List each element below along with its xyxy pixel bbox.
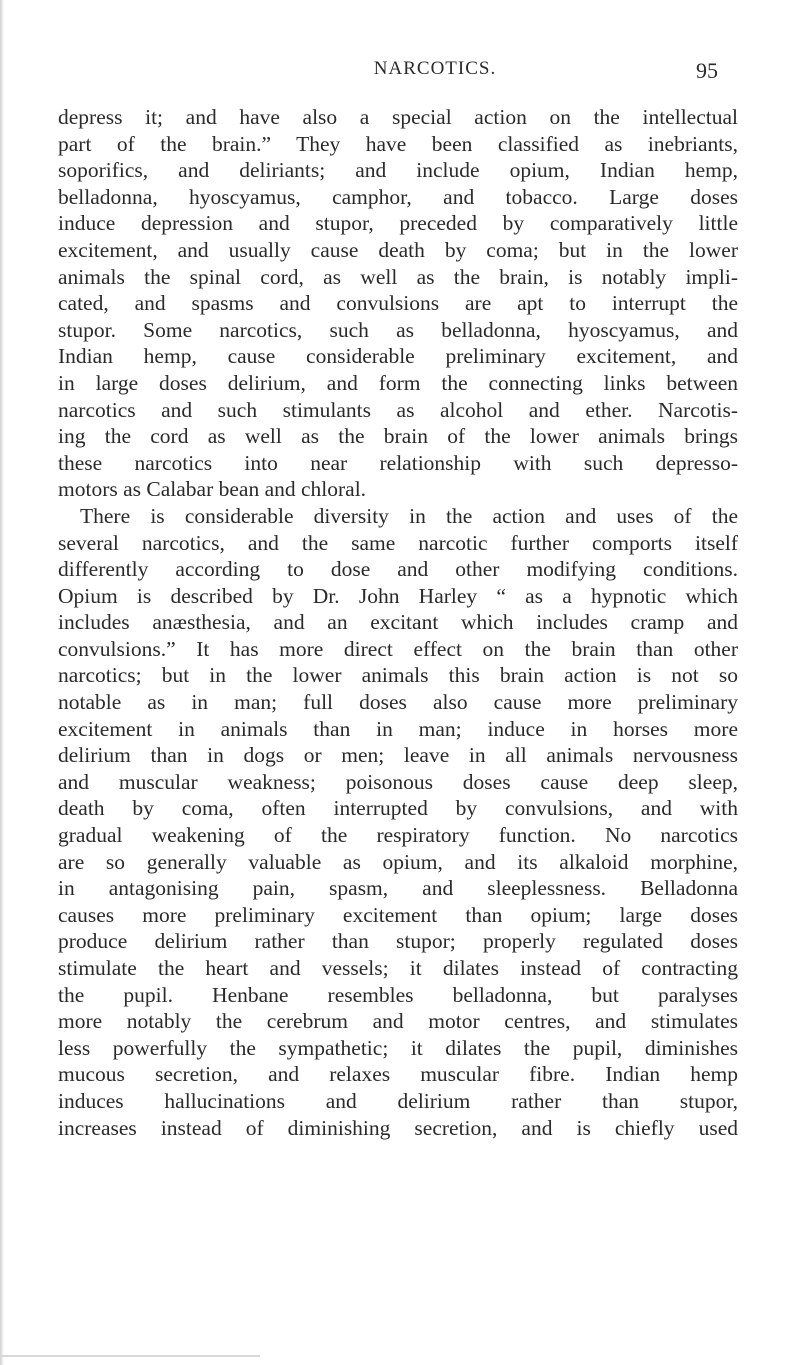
text-line: narcotics; but in the lower animals this brain action is not so bbox=[58, 663, 738, 688]
text-line: soporifics, and deliriants; and include opium, Indian hemp, bbox=[58, 158, 738, 183]
text-line: and muscular weakness; poisonous doses cause deep sleep, bbox=[58, 769, 738, 794]
text-line: less powerfully the sympathetic; it dilates the pupil, diminishes bbox=[58, 1035, 738, 1060]
text-line: mucous secretion, and relaxes muscular fibre. Indian hemp bbox=[58, 1062, 738, 1087]
text-line: death by coma, often interrupted by convulsions, and with bbox=[58, 796, 738, 821]
text-line: part of the brain.” They have been classified as inebriants, bbox=[58, 131, 738, 156]
text-line: in large doses delirium, and form the connecting links between bbox=[58, 370, 738, 395]
text-line: includes anæsthesia, and an excitant which includes cramp and bbox=[58, 610, 738, 635]
text-line: induce depression and stupor, preceded by comparatively little bbox=[58, 211, 738, 236]
text-line: belladonna, hyoscyamus, camphor, and tobacco. Large doses bbox=[58, 184, 738, 209]
text-line: motors as Calabar bean and chloral. bbox=[58, 477, 367, 502]
text-line: excitement in animals than in man; induce in horses more bbox=[58, 716, 738, 741]
text-line: induces hallucinations and delirium rather than stupor, bbox=[58, 1088, 738, 1113]
text-line: animals the spinal cord, as well as the brain, is notably impli- bbox=[58, 264, 738, 289]
text-line: stimulate the heart and vessels; it dilates instead of contracting bbox=[58, 956, 738, 980]
text-line: There is considerable diversity in the action and uses of the bbox=[80, 503, 738, 528]
page-spine-shadow bbox=[0, 0, 4, 1365]
body-text bbox=[58, 104, 738, 1141]
text-line: several narcotics, and the same narcotic further comports itself bbox=[58, 530, 738, 555]
text-line: differently according to dose and other modifying conditions. bbox=[58, 557, 738, 582]
text-line: narcotics and such stimulants as alcohol and ether. Narcotis- bbox=[58, 397, 738, 422]
text-line: delirium than in dogs or men; leave in all animals nervousness bbox=[58, 743, 738, 768]
running-head bbox=[0, 58, 800, 82]
text-line: cated, and spasms and convulsions are apt to interrupt the bbox=[58, 291, 738, 316]
running-head-title: NARCOTICS. bbox=[373, 58, 497, 79]
text-line: excitement, and usually cause death by coma; but in the lower bbox=[58, 237, 738, 262]
text-line: ing the cord as well as the brain of the lower animals brings bbox=[58, 424, 738, 449]
text-line: Indian hemp, cause considerable preliminary excitement, and bbox=[58, 344, 738, 369]
page-number: 95 bbox=[696, 58, 718, 83]
text-line: are so generally valuable as opium, and its alkaloid morphine, bbox=[58, 849, 738, 874]
text-line: in antagonising pain, spasm, and sleeplessness. Belladonna bbox=[58, 876, 738, 901]
page-bottom-edge bbox=[0, 1355, 260, 1357]
text-line: the pupil. Henbane resembles belladonna, but paralyses bbox=[58, 982, 738, 1007]
text-line: stupor. Some narcotics, such as belladonna, hyoscyamus, and bbox=[58, 317, 738, 342]
text-line: notable as in man; full doses also cause more preliminary bbox=[58, 690, 738, 715]
text-line: produce delirium rather than stupor; properly regulated doses bbox=[58, 929, 738, 954]
text-line: increases instead of diminishing secretion, and is chiefly used bbox=[58, 1115, 738, 1140]
text-line: causes more preliminary excitement than opium; large doses bbox=[58, 902, 738, 927]
text-line: Opium is described by Dr. John Harley “ as a hypnotic which bbox=[58, 583, 738, 608]
text-line: more notably the cerebrum and motor centres, and stimulates bbox=[58, 1009, 738, 1034]
text-line: these narcotics into near relationship with such depresso- bbox=[58, 450, 738, 475]
text-line: depress it; and have also a special action on the intellectual bbox=[58, 105, 738, 129]
text-line: gradual weakening of the respiratory function. No narcotics bbox=[58, 823, 738, 848]
text-line: convulsions.” It has more direct effect on the brain than other bbox=[58, 636, 738, 661]
